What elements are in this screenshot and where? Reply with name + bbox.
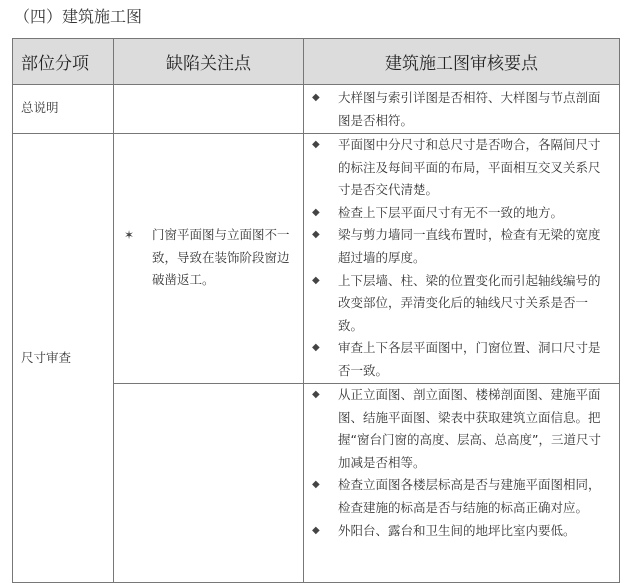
review-point-text: 检查立面图各楼层标高是否与建施平面图相同，检查建施的标高是否与结施的标高正确对应。 (338, 477, 601, 515)
review-point (304, 337, 619, 382)
diamond-bullet-icon: ◆ (312, 274, 320, 286)
review-point (304, 134, 619, 202)
points-general (303, 84, 620, 134)
header-review-points: 建筑施工图审核要点 (303, 38, 620, 85)
diamond-bullet-icon: ◆ (312, 389, 320, 400)
header-defects: 缺陷关注点 (113, 38, 304, 85)
review-point-text: 检查上下层平面尺寸有无不一致的地方。 (338, 204, 564, 220)
review-point-text: 审查上下各层平面图中，门窗位置、洞口尺寸是否一致。 (338, 340, 601, 378)
review-point-text: 从正立面图、剖立面图、楼梯剖面图、建施平面图、结施平面图、梁表中获取建筑立面信息。把握“窗台门窗的高度、层高、总高度”，三道尺寸加减是否相等。 (338, 387, 601, 470)
header-section: 部位分项 (12, 38, 114, 85)
review-point (304, 384, 619, 474)
section-dimension-label: 尺寸审查 (21, 349, 72, 365)
review-point (304, 270, 619, 338)
diamond-bullet-icon: ◆ (312, 342, 320, 354)
defect-dimension (113, 133, 304, 384)
diamond-bullet-icon: ◆ (312, 524, 320, 536)
star-icon: ✶ (124, 228, 135, 242)
section-general: 总说明 (12, 84, 114, 134)
diamond-bullet-icon: ◆ (312, 479, 320, 491)
defect-general-empty (113, 84, 304, 134)
diamond-bullet-icon: ◆ (312, 206, 320, 218)
defect-dimension-empty (113, 383, 304, 583)
points-dimension-a (303, 133, 620, 384)
review-point (304, 87, 619, 132)
review-point (304, 520, 619, 543)
review-point-text: 外阳台、露台和卫生间的地坪比室内要低。 (338, 522, 576, 538)
diamond-bullet-icon: ◆ (312, 92, 320, 103)
review-point-text: 上下层墙、柱、梁的位置变化而引起轴线编号的改变部位，弄清变化后的轴线尺寸关系是否一致。 (338, 272, 601, 333)
diamond-bullet-icon: ◆ (312, 229, 320, 241)
section-dimension (12, 133, 114, 583)
review-point (304, 224, 619, 269)
review-point (304, 202, 619, 225)
defect-text: 门窗平面图与立面图不一致，导致在装饰阶段窗边破凿返工。 (152, 227, 290, 288)
review-point-text: 平面图中分尺寸和总尺寸是否吻合，各隔间尺寸的标注及每间平面的布局，平面相互交叉关系尺寸是否交代清楚。 (338, 137, 601, 198)
review-point-text: 大样图与索引详图是否相符、大样图与节点剖面图是否相符。 (338, 90, 601, 128)
review-point-text: 梁与剪力墙同一直线布置时，检查有无梁的宽度超过墙的厚度。 (338, 227, 601, 265)
review-point (304, 474, 619, 519)
diamond-bullet-icon: ◆ (312, 139, 320, 150)
section-title: （四）建筑施工图 (14, 7, 143, 26)
points-dimension-b (303, 383, 620, 583)
